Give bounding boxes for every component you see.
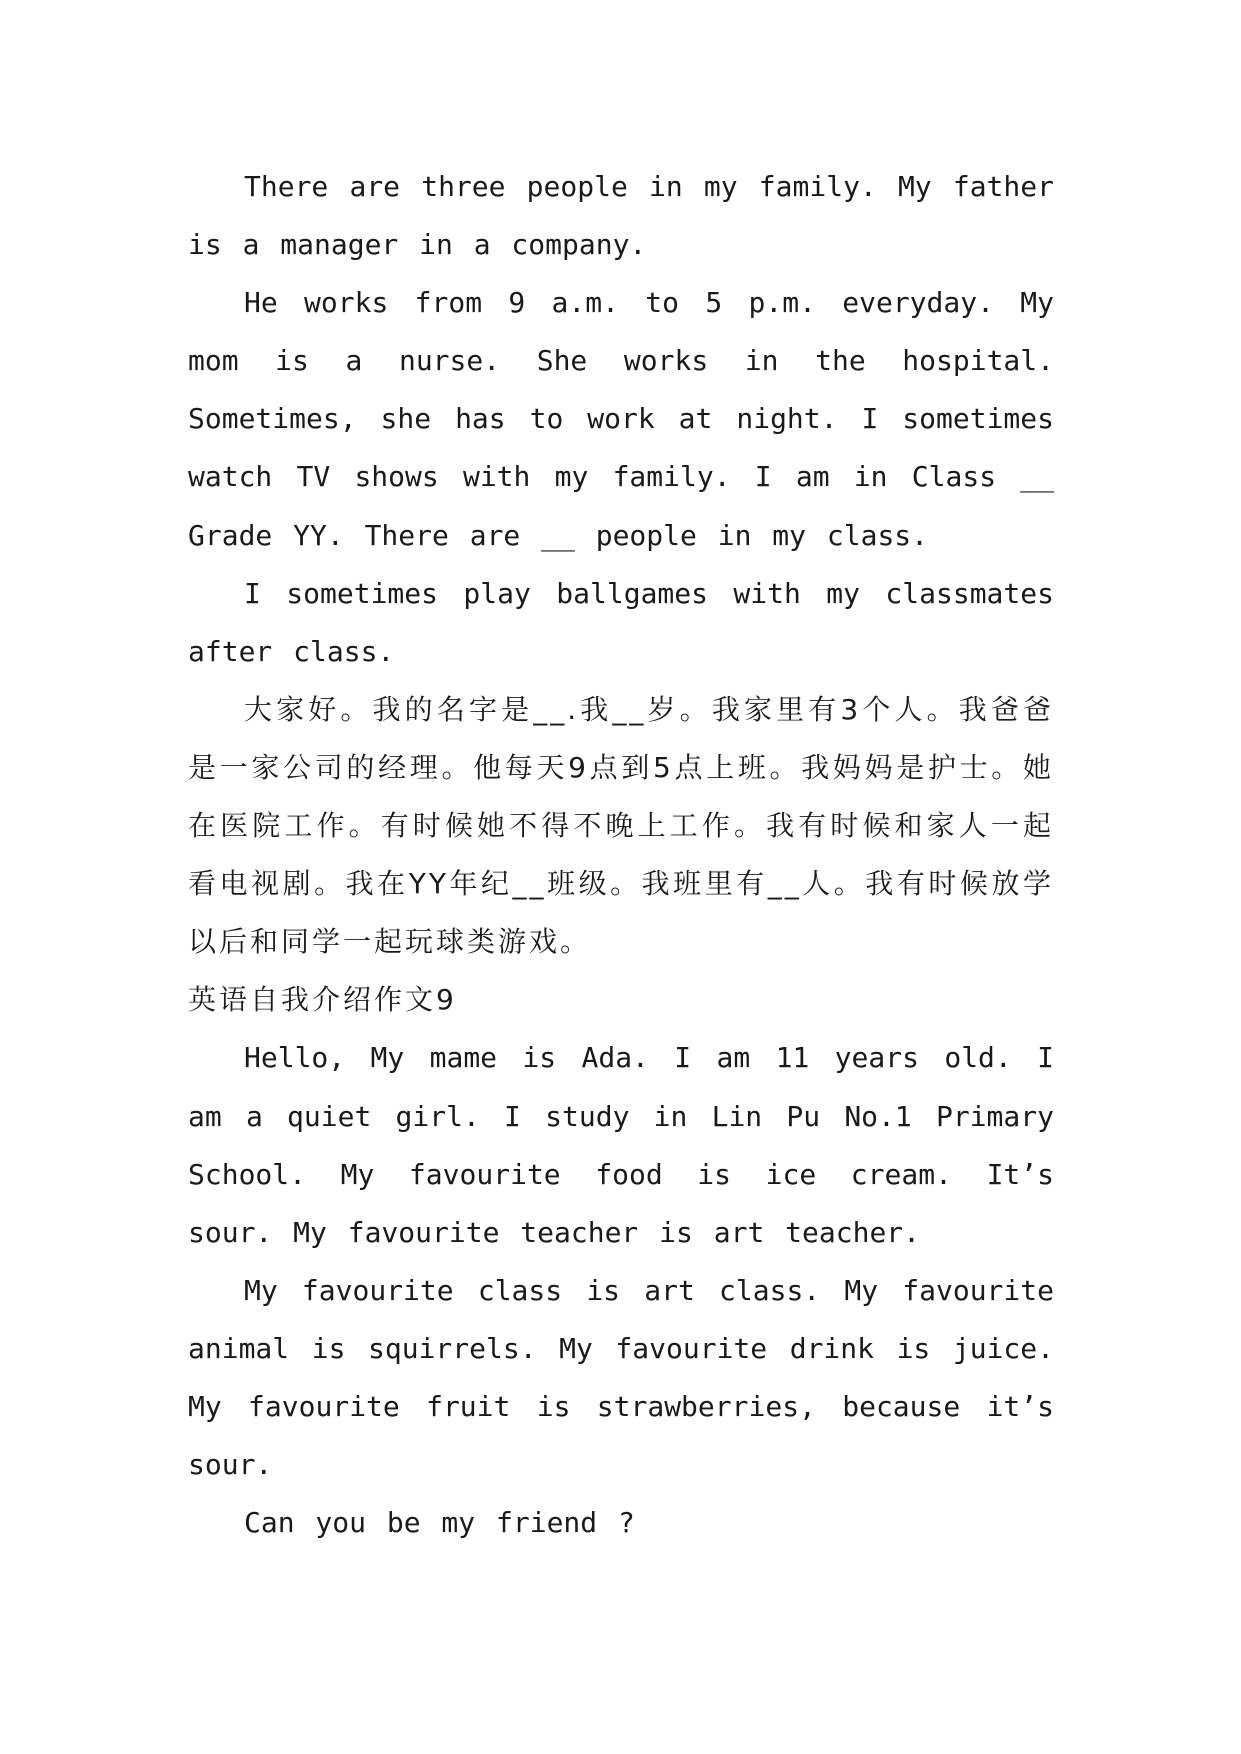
paragraph-family-work: He works from 9 a.m. to 5 p.m. everyday. My mom is a nurse. She works in the hospital. Sometimes, she has to work at night. I sometimes watch TV shows with my family. I am in Class __ Grade YY. There are __ people in my class. xyxy=(188,286,1054,552)
paragraph-favourites: My favourite class is art class. My favourite animal is squirrels. My favourite drink is juice. My favourite fruit is strawberries, because it’s sour. xyxy=(188,1273,1054,1482)
document-body xyxy=(188,158,1054,1552)
paragraph-ballgames: I sometimes play ballgames with my classmates after class. xyxy=(188,576,1054,668)
paragraph-hello-ada: Hello, My mame is Ada. I am 11 years old. I am a quiet girl. I study in Lin Pu No.1 Primary School. My favourite food is ice cream. It’s sour. My favourite teacher is art teacher. xyxy=(188,1041,1054,1249)
paragraph-closing-question: Can you be my friend ? xyxy=(244,1506,635,1540)
paragraph-family-intro: There are three people in my family. My father is a manager in a company. xyxy=(188,170,1054,262)
paragraph-chinese-translation: 大家好。我的名字是__.我__岁。我家里有3个人。我爸爸是一家公司的经理。他每天9点到5点上班。我妈妈是护士。她在医院工作。有时候她不得不晚上工作。我有时候和家人一起看电视剧。我在YY年纪__班级。我班里有__人。我有时候放学以后和同学一起玩球类游戏。 xyxy=(188,692,1054,959)
section-heading: 英语自我介绍作文9 xyxy=(188,983,457,1017)
